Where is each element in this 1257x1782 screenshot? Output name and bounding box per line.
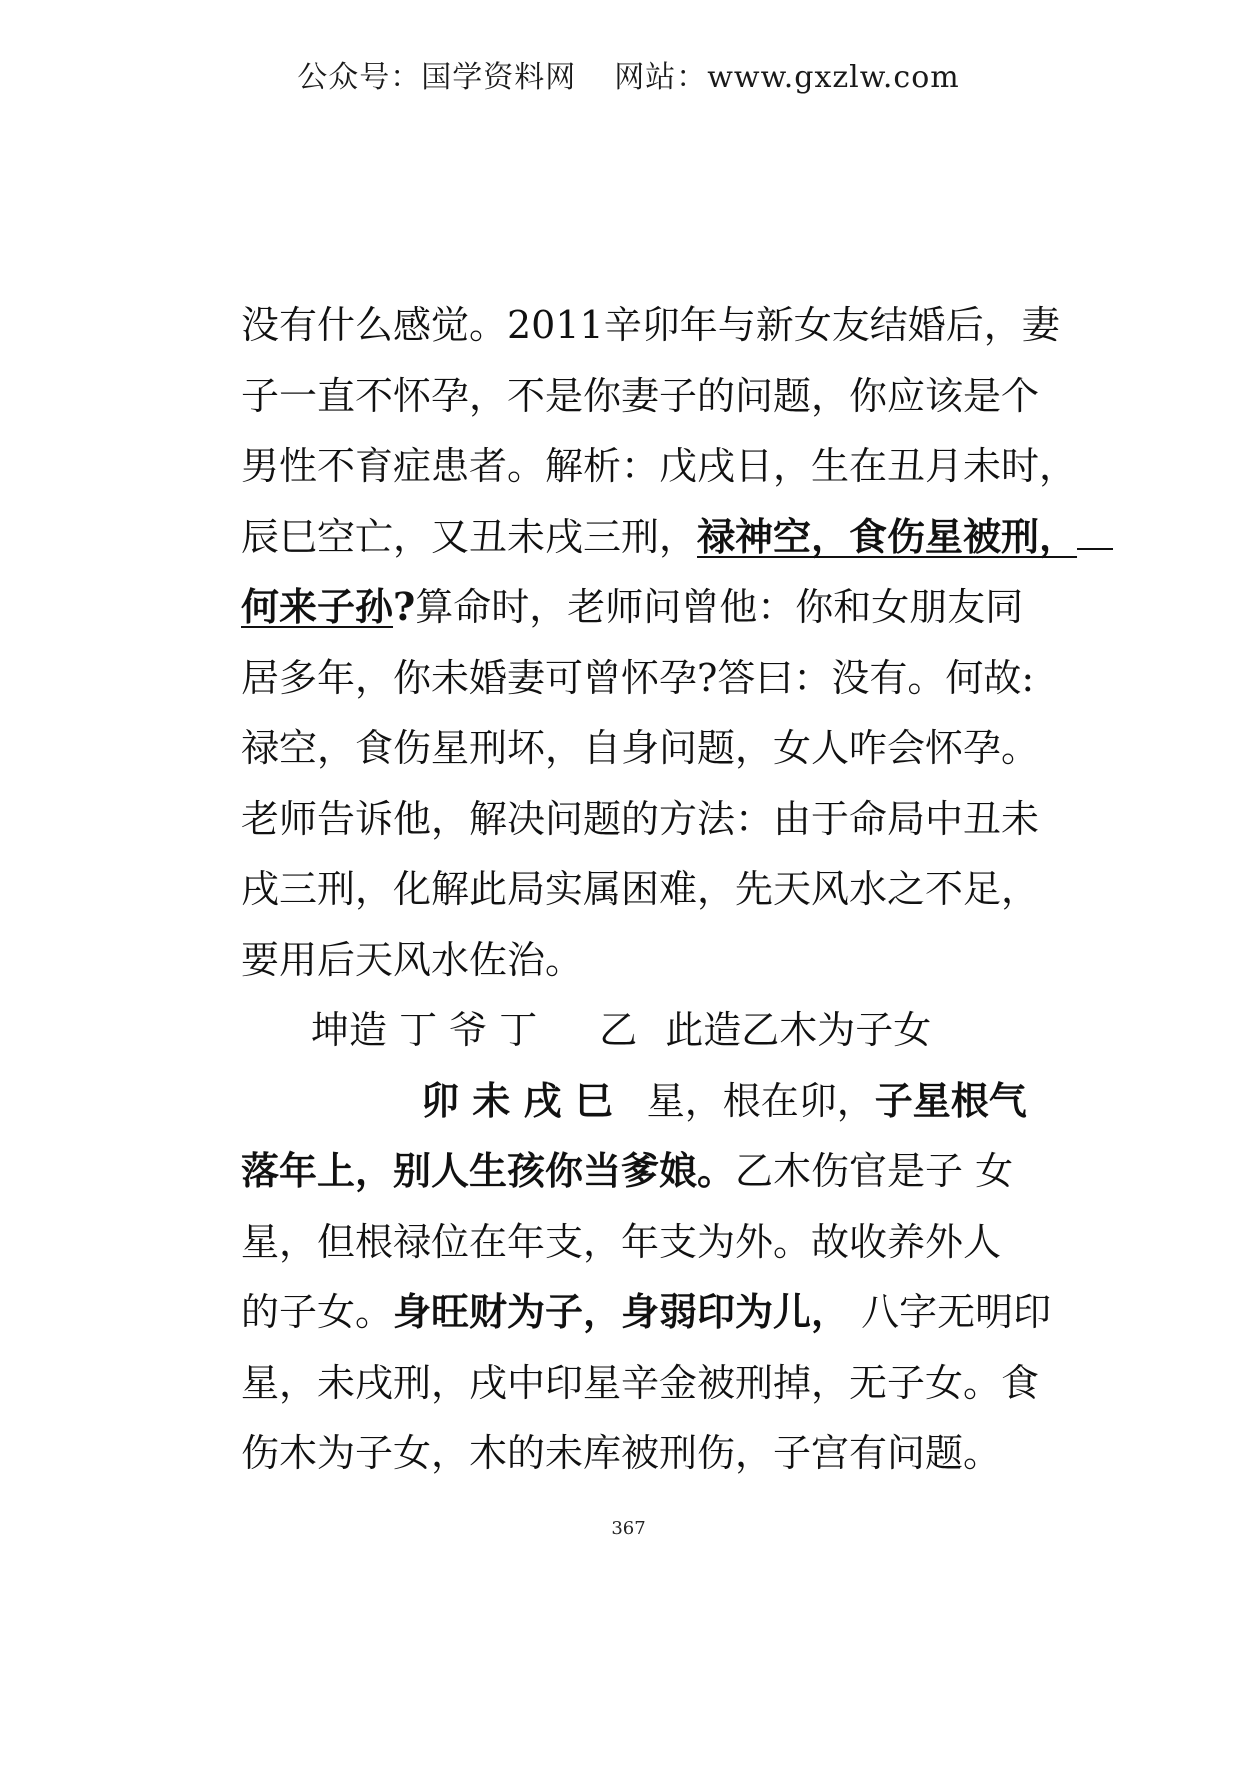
page-body (241, 290, 1078, 1489)
chart-stem-yi: 乙 (599, 1008, 638, 1052)
text-line: 老师告诉他，解决问题的方法：由于命局中丑未 (241, 796, 1040, 841)
chart-stems-line (241, 995, 1031, 1066)
text-line: 伤木为子女，木的未库被刑伤，子宫有问题。 (241, 1431, 1002, 1475)
text-line (241, 1277, 1052, 1348)
text-line (241, 572, 1031, 643)
text-line: 要用后天风水佐治。 (241, 937, 584, 982)
header-wechat: 公众号：国学资料网 (297, 60, 577, 95)
bold-question-mark: ? (393, 584, 416, 629)
text-segment: 算命时，老师问曾他：你和女朋友同 (415, 585, 1024, 629)
chart-branches: 卯 未 戌 巳 (421, 1077, 613, 1123)
text-line: 星，未戌刑，戌中印星辛金被刑掉，无子女。食 (241, 1360, 1040, 1405)
text-line (241, 1136, 1031, 1207)
bold-phrase: 身旺财为子，身弱印为儿， (393, 1289, 850, 1334)
chart-stems-note: 此造乙木为子女 (665, 1008, 932, 1052)
chart-branches-note: 星，根在卯， (646, 1078, 875, 1123)
chart-stems: 坤造 丁 爷 丁 (311, 1008, 538, 1052)
bold-underlined-phrase: 何来子孙 (241, 584, 394, 629)
text-segment: 乙木伤官是子 女 (735, 1149, 1014, 1193)
text-segment: 辰巳空亡，又丑未戌三刑， (241, 514, 698, 559)
bold-phrase: 子星根气 (874, 1077, 1027, 1123)
text-line: 星，但根禄位在年支，年支为外。故收养外人 (241, 1219, 1002, 1264)
page-number: 367 (611, 1518, 646, 1539)
text-line: 居多年，你未婚妻可曾怀孕?答曰：没有。何故: (241, 655, 1035, 700)
text-line: 禄空，食伤星刑坏，自身问题，女人咋会怀孕。 (241, 726, 1040, 770)
bold-phrase: 落年上，别人生孩你当爹娘。 (241, 1148, 736, 1193)
bold-underlined-phrase: 禄神空，食伤星被刑， (697, 513, 1078, 559)
text-line: 戌三刑，化解此局实属困难，先天风水之不足， (241, 867, 1040, 911)
underline-extension (1077, 518, 1113, 550)
header-website: 网站：www.gxzlw.com (614, 60, 960, 95)
text-segment: 八字无明印 (849, 1290, 1052, 1334)
page-header (0, 52, 1257, 96)
chart-branches-line (241, 1066, 1031, 1137)
text-line: 没有什么感觉。2011辛卯年与新女友结婚后，妻 (241, 303, 1060, 347)
text-line (241, 502, 1078, 573)
text-line: 子一直不怀孕，不是你妻子的问题，你应该是个 (241, 373, 1040, 418)
text-line: 男性不育症患者。解析：戊戌日，生在丑月未时， (241, 444, 1078, 488)
text-segment: 的子女。 (241, 1290, 394, 1334)
